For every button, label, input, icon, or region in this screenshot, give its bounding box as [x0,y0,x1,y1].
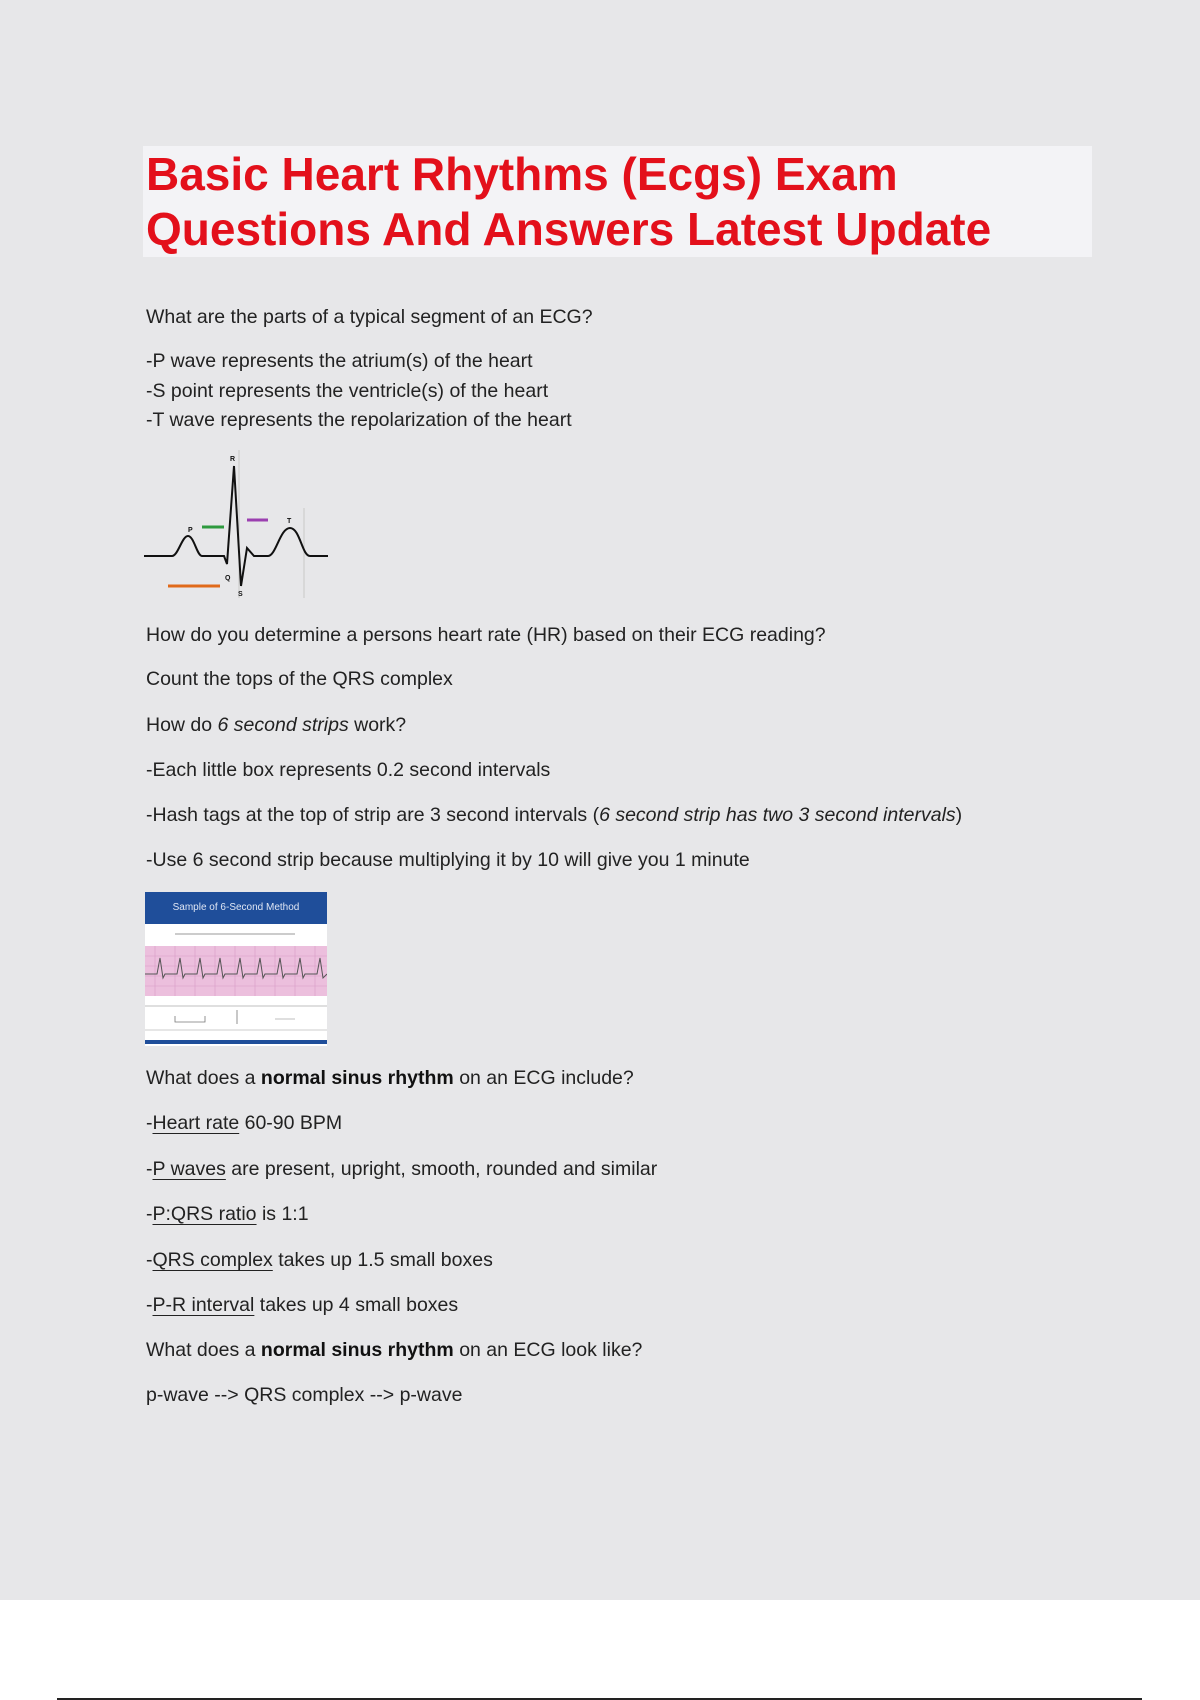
q3-question: How do 6 second strips work? [146,714,407,736]
q4-item-heart-rate: -Heart rate 60-90 BPM [146,1112,343,1134]
q4-item-pr-interval: -P-R interval takes up 4 small boxes [146,1294,459,1316]
six-second-strip-graphic [145,924,327,1046]
q4-item-qrs-complex: -QRS complex takes up 1.5 small boxes [146,1249,493,1271]
q5-answer: p-wave --> QRS complex --> p-wave [146,1384,463,1406]
q4-question: What does a normal sinus rhythm on an ECG include? [146,1067,634,1089]
title-line-1: Basic Heart Rhythms (Ecgs) Exam [146,148,898,200]
six-second-image-header: Sample of 6-Second Method [145,892,327,924]
q2-question: How do you determine a persons heart rate (HR) based on their ECG reading? [146,624,826,646]
ecg-label-q: Q [225,575,231,582]
q5-question: What does a normal sinus rhythm on an ECG look like? [146,1339,643,1361]
q4-item-p-waves: -P waves are present, upright, smooth, rounded and similar [146,1158,658,1180]
ecg-label-s: S [238,591,243,598]
q4-item-pqrs-ratio: -P:QRS ratio is 1:1 [146,1203,309,1225]
title-line-2: Questions And Answers Latest Update [146,203,992,255]
ecg-label-r: R [230,456,236,463]
q3-answer-2: -Hash tags at the top of strip are 3 second intervals (6 second strip has two 3 second intervals) [146,804,963,826]
q1-question: What are the parts of a typical segment of an ECG? [146,306,593,328]
ecg-label-p: P [188,527,193,534]
q3-answer-1: -Each little box represents 0.2 second intervals [146,759,551,781]
q1-answer-3: -T wave represents the repolarization of the heart [146,409,572,431]
q3-answer-3: -Use 6 second strip because multiplying it by 10 will give you 1 minute [146,849,750,871]
q1-answer-1: -P wave represents the atrium(s) of the heart [146,350,533,372]
six-second-method-image [145,892,327,1046]
q1-answer-2: -S point represents the ventricle(s) of the heart [146,380,549,402]
ecg-label-t: T [287,518,292,525]
q2-answer: Count the tops of the QRS complex [146,668,453,690]
title-box [143,146,1092,257]
ecg-segment-diagram [144,448,328,604]
